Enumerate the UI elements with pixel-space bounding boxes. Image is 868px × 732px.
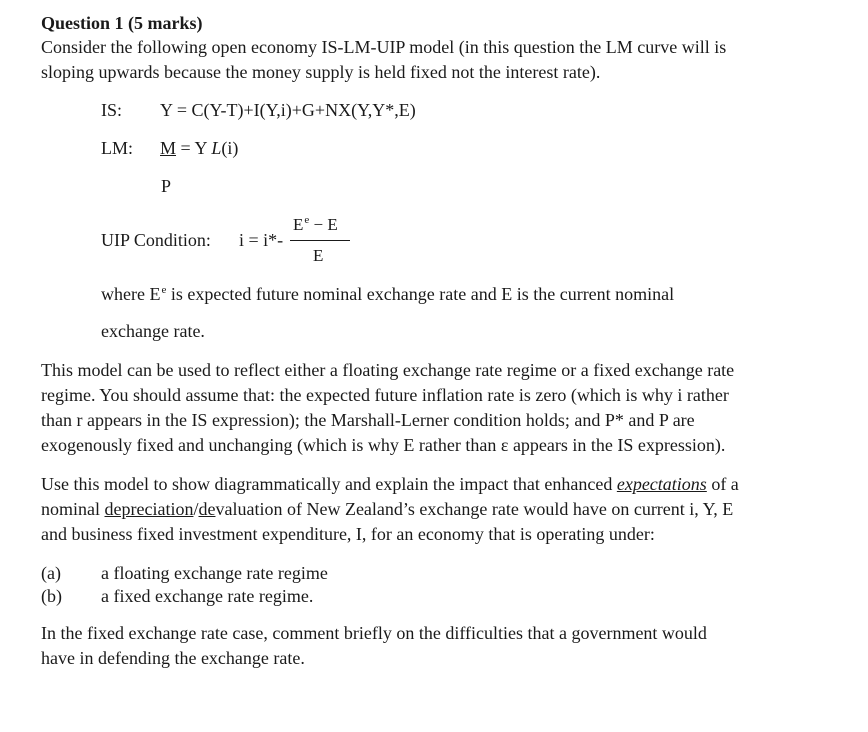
where-sup: e bbox=[161, 284, 167, 296]
question-title: Question 1 (5 marks) bbox=[41, 13, 203, 33]
where-prefix: where E bbox=[101, 284, 161, 304]
lm-formula bbox=[160, 139, 238, 157]
para2-line1-pre: Use this model to show diagrammatically and explain the impact that enhanced bbox=[41, 474, 617, 494]
definition-line-2: exchange rate. bbox=[101, 321, 205, 341]
para2-line-2 bbox=[41, 500, 733, 518]
lm-function: L bbox=[211, 138, 222, 158]
para1-line-2: regime. You should assume that: the expected future inflation rate is zero (which is why i rather bbox=[41, 385, 729, 405]
para1-line-1: This model can be used to reflect either a floating exchange rate regime or a fixed exchange rate bbox=[41, 360, 735, 380]
uip-denominator: E bbox=[313, 246, 324, 265]
lm-numerator: M bbox=[160, 138, 177, 158]
para1-line-3: than r appears in the IS expression); the Marshall-Lerner condition holds; and P* and P are bbox=[41, 410, 695, 430]
item-a-text: a floating exchange rate regime bbox=[101, 563, 328, 583]
lm-function-arg: (i) bbox=[221, 138, 239, 158]
para1-line-4: exogenously fixed and unchanging (which is why E rather than ε appears in the IS expression). bbox=[41, 435, 726, 455]
is-label: IS: bbox=[101, 100, 123, 120]
is-formula: Y = C(Y-T)+I(Y,i)+G+NX(Y,Y*,E) bbox=[160, 100, 416, 120]
item-a-label: (a) bbox=[41, 563, 61, 583]
item-b-label: (b) bbox=[41, 586, 62, 606]
para2-slash: / bbox=[193, 499, 199, 519]
para2-expectations: expectations bbox=[616, 474, 707, 494]
para2-line-3: and business fixed investment expenditure, I, for an economy that is operating under: bbox=[41, 524, 655, 544]
lm-label: LM: bbox=[101, 138, 134, 158]
uip-num-base: E bbox=[293, 215, 304, 234]
uip-fraction-bar bbox=[290, 240, 350, 241]
para3-line-1: In the fixed exchange rate case, comment briefly on the difficulties that a government would bbox=[41, 623, 707, 643]
item-b-text: a fixed exchange rate regime. bbox=[101, 586, 314, 606]
intro-line-2: sloping upwards because the money supply is held fixed not the interest rate). bbox=[41, 62, 601, 82]
para2-line1-post: of a bbox=[706, 474, 739, 494]
para2-line2-post: valuation of New Zealand’s exchange rate would have on current i, Y, E bbox=[215, 499, 734, 519]
uip-num-rest: − E bbox=[309, 215, 338, 234]
lm-rhs: = Y bbox=[176, 138, 212, 158]
para2-line-1 bbox=[41, 475, 739, 493]
para2-line2-pre: nominal bbox=[41, 499, 105, 519]
para3-line-2: have in defending the exchange rate. bbox=[41, 648, 305, 668]
para2-de: de bbox=[198, 499, 216, 519]
lm-denominator: P bbox=[161, 176, 172, 196]
uip-numerator bbox=[293, 216, 338, 233]
uip-lhs: i = i*- bbox=[239, 230, 284, 250]
intro-line-1: Consider the following open economy IS-LM-UIP model (in this question the LM curve will is bbox=[41, 37, 727, 57]
definition-line-1 bbox=[101, 285, 674, 303]
uip-label: UIP Condition: bbox=[101, 230, 211, 250]
where-rest: is expected future nominal exchange rate and E is the current nominal bbox=[166, 284, 675, 304]
para2-depreciation: depreciation bbox=[104, 499, 194, 519]
uip-num-sup: e bbox=[304, 214, 310, 226]
